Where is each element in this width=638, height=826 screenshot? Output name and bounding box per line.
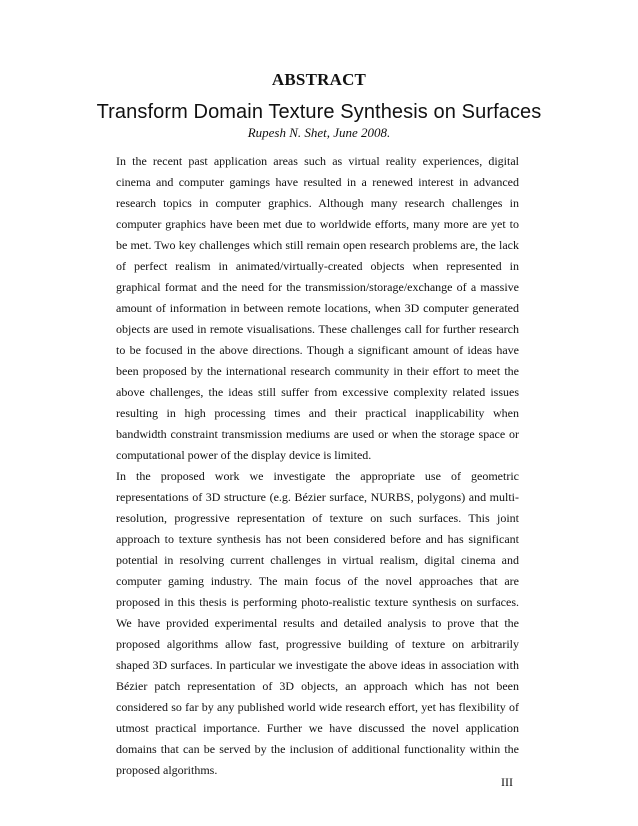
author-date-byline: Rupesh N. Shet, June 2008. xyxy=(247,125,391,140)
page-number: III xyxy=(501,775,513,789)
abstract-paragraph-2: In the proposed work we investigate the appropriate use of geometric representations of 3D structure (e.g. Bézier surface, NURBS, polygons) and multi-resolution, progressive representation of texture on such surfaces. This joint approach to texture synthesis has not been considered before and has significant potential in resolving current challenges in virtual realism, digital cinema and computer gaming industry. The main focus of the novel approaches that are proposed in this thesis is performing photo-realistic texture synthesis on surfaces. We have provided experimental results and detailed analysis to prove that the proposed algorithms allow fast, progressive building of texture on arbitrarily shaped 3D surfaces. In particular we investigate the above ideas in association with Bézier patch representation of 3D objects, an approach which has not been considered so far by any published world wide research effort, yet has flexibility of utmost practical importance. Further we have discussed the novel application domains that can be served by the inclusion of additional functionality within the proposed algorithms. xyxy=(116,469,519,777)
abstract-heading: ABSTRACT xyxy=(271,70,367,89)
thesis-title: Transform Domain Texture Synthesis on Surfaces xyxy=(96,101,542,123)
abstract-paragraph-1: In the recent past application areas such as virtual reality experiences, digital cinema and computer gamings have resulted in a renewed interest in advanced research topics in computer graphics. Although many research challenges in computer graphics have been met due to worldwide efforts, many more are yet to be met. Two key challenges which still remain open research problems are, the lack of perfect realism in animated/virtually-created objects when represented in graphical format and the need for the transmission/storage/exchange of a massive amount of information in between remote locations, when 3D computer generated objects are used in remote visualisations. These challenges call for further research to be focused in the above directions. Though a significant amount of ideas have been proposed by the international research community in their effort to meet the above challenges, the ideas still suffer from excessive complexity related issues resulting in high processing times and their practical inapplicability when bandwidth constraint transmission mediums are used or when the storage space or computational power of the display device is limited. xyxy=(116,154,519,462)
